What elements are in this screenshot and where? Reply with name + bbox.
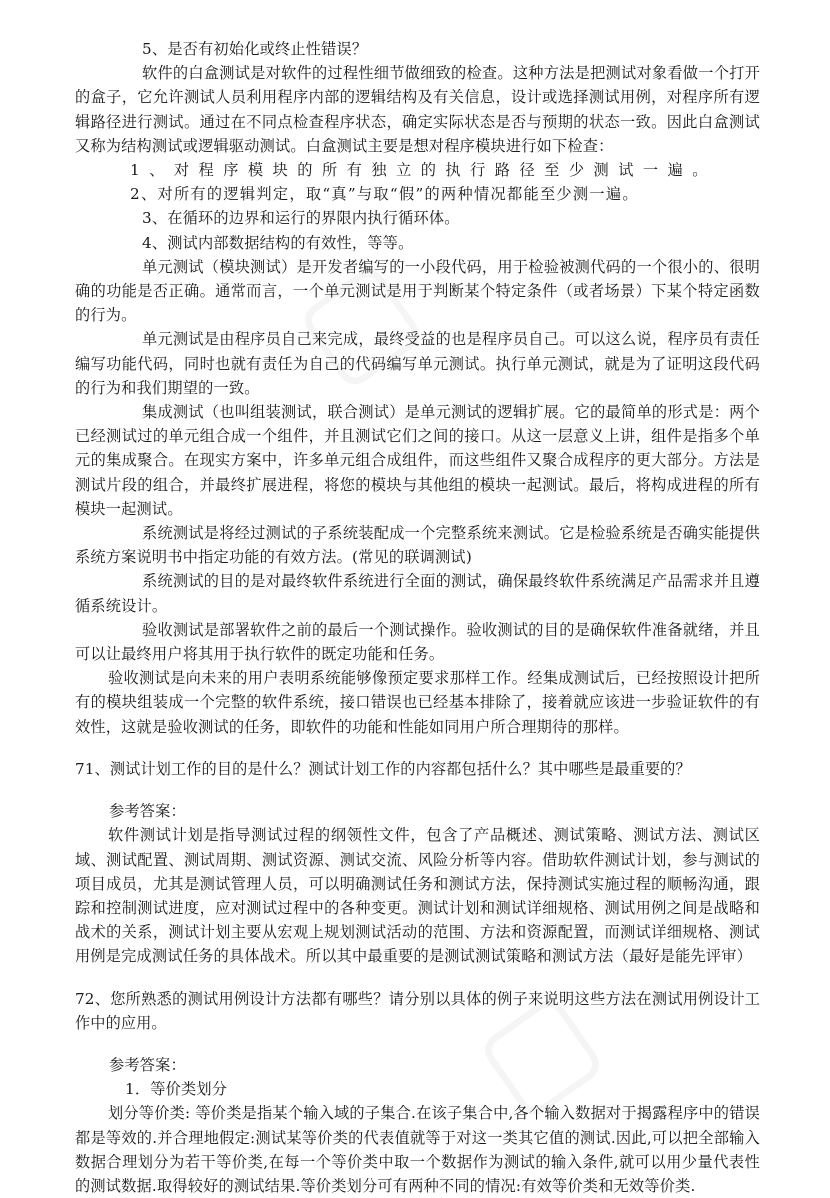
paragraph: 系统测试是将经过测试的子系统装配成一个完整系统来测试。它是检验系统是否确实能提供系统方案说明书中指定功能的有效方法。(常见的联调测试) xyxy=(75,524,760,567)
paragraph: 集成测试（也叫组装测试，联合测试）是单元测试的逻辑扩展。它的最简单的形式是：两个已经测试过的单元组合成一个组件，并且测试它们之间的接口。从这一层意义上讲，组件是指多个单元的集成聚合。在现实方案中，许多单元组合成组件，而这些组件又聚合成程序的更大部分。方法是测试片段的组合，并最终扩展进程，将您的模块与其他组的模块一起测试。最后，将构成进程的所有模块一起测试。 xyxy=(75,403,760,518)
answer-heading: 参考答案： xyxy=(109,802,186,821)
question-71: 71、测试计划工作的目的是什么？测试计划工作的内容都包括什么？其中哪些是最重要的？ xyxy=(75,759,691,778)
answer-paragraph: 划分等价类: 等价类是指某个输入域的子集合.在该子集合中,各个输入数据对于揭露程序中的错误都是等效的.并合理地假定:测试某等价类的代表值就等于对这一类其它值的测试.因此,可以把全部输入数据合理划分为若干等价类,在每一个等价类中取一个数据作为测试的输入条件,就可以用少量代表性的测试数据.取得较好的测试结果.等价类划分可有两种不同的情况:有效等价类和无效等价类. xyxy=(75,1104,760,1195)
list-item: 2、对所有的逻辑判定，取“真”与取“假”的两种情况都能至少测一遍。 xyxy=(130,185,639,204)
paragraph: 单元测试（模块测试）是开发者编写的一小段代码，用于检验被测代码的一个很小的、很明确的功能是否正确。通常而言，一个单元测试是用于判断某个特定条件（或者场景）下某个特定函数的行为。 xyxy=(75,257,760,325)
paragraph: 5、是否有初始化或终止性错误？ xyxy=(142,40,368,58)
paragraph: 验收测试是部署软件之前的最后一个测试操作。验收测试的目的是确保软件准备就绪，并且可以让最终用户将其用于执行软件的既定功能和任务。 xyxy=(75,620,760,664)
paragraph: 单元测试是由程序员自己来完成，最终受益的也是程序员自己。可以这么说，程序员有责任编写功能代码，同时也就有责任为自己的代码编写单元测试。执行单元测试，就是为了证明这段代码的行为和我们期望的一致。 xyxy=(75,330,760,397)
paragraph: 软件的白盒测试是对软件的过程性细节做细致的检查。这种方法是把测试对象看做一个打开的盒子，它允许测试人员利用程序内部的逻辑结构及有关信息，设计或选择测试用例，对程序所有逻辑路径进行测试。通过在不同点检查程序状态，确定实际状态是否与预期的状态一致。因此白盒测试又称为结构测试或逻辑驱动测试。白盒测试主要是想对程序模块进行如下检查： xyxy=(75,64,760,155)
paragraph: 系统测试的目的是对最终软件系统进行全面的测试，确保最终软件系统满足产品需求并且遵循系统设计。 xyxy=(75,572,760,615)
list-item: 4、测试内部数据结构的有效性，等等。 xyxy=(142,233,414,252)
paragraph: 验收测试是向未来的用户表明系统能够像预定要求那样工作。经集成测试后，已经按照设计把所有的模块组装成一个完整的软件系统，接口错误也已经基本排除了，接着就应该进一步验证软件的有效性，这就是验收测试的任务，即软件的功能和性能如同用户所合理期待的那样。 xyxy=(75,669,760,736)
question-72: 72、您所熟悉的测试用例设计方法都有哪些？请分别以具体的例子来说明这些方法在测试用例设计工作中的应用。 xyxy=(75,989,760,1032)
answer-heading: 参考答案： xyxy=(109,1055,186,1074)
answer-subheading: 1．等价类划分 xyxy=(125,1080,228,1099)
list-item: 3、在循环的边界和运行的界限内执行循环体。 xyxy=(142,209,460,228)
document-page xyxy=(75,37,760,1198)
answer-paragraph: 软件测试计划是指导测试过程的纲领性文件，包含了产品概述、测试策略、测试方法、测试区域、测试配置、测试周期、测试资源、测试交流、风险分析等内容。借助软件测试计划，参与测试的项目成员，尤其是测试管理人员，可以明确测试任务和测试方法，保持测试实施过程的顺畅沟通，跟踪和控制测试进度，应对测试过程中的各种变更。测试计划和测试详细规格、测试用例之间是战略和战术的关系，测试计划主要从宏观上规划测试活动的范围、方法和资源配置，而测试详细规格、测试用例是完成测试任务的具体战术。所以其中最重要的是测试测试策略和测试方法（最好是能先评审） xyxy=(75,826,760,966)
list-item: 1、对程序模块的所有独立的执行路径至少测试一遍。 xyxy=(130,161,717,180)
